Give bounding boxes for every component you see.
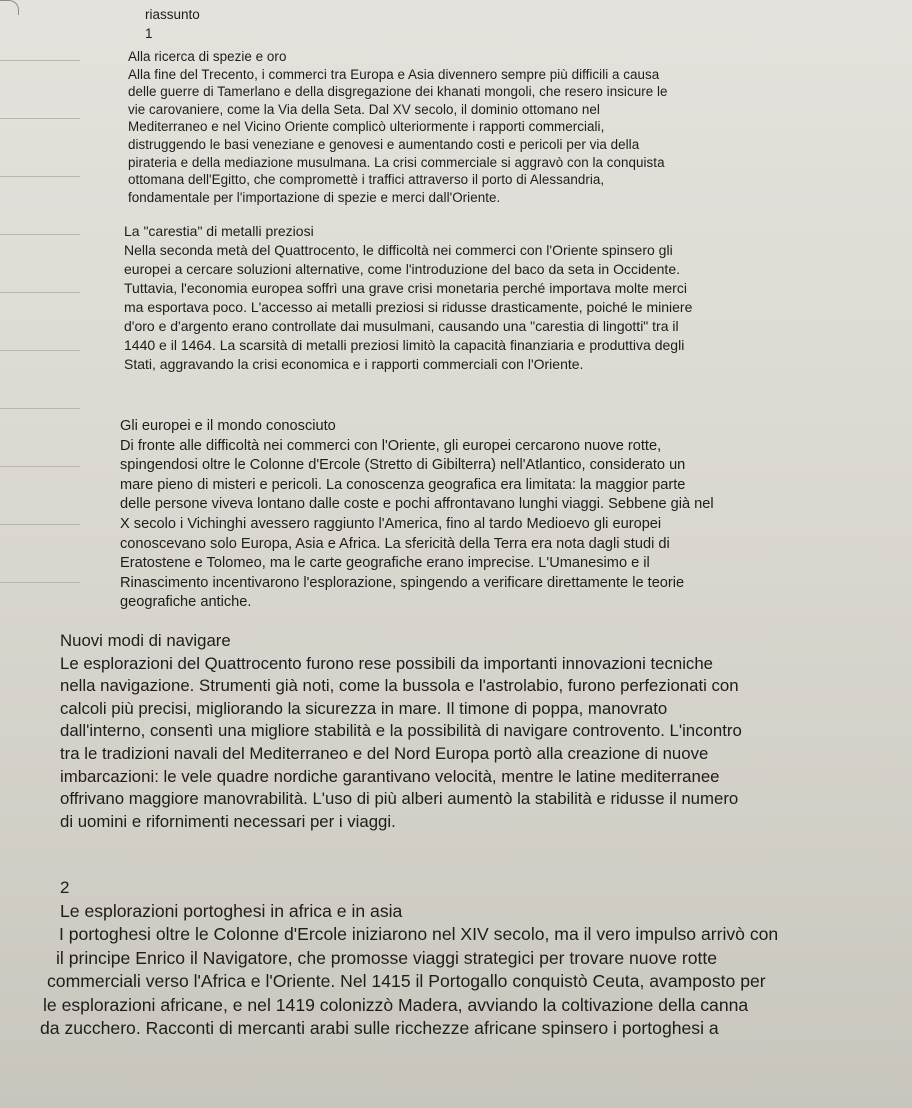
text-line: Le esplorazioni del Quattrocento furono rese possibili da importanti innovazioni tecniche	[60, 653, 713, 673]
section-number-1: 1	[145, 26, 153, 41]
text-line: Tuttavia, l'economia europea soffrì una grave crisi monetaria perché importava molte merci	[124, 280, 687, 296]
text-line: imbarcazioni: le vele quadre nordiche garantivano velocità, mentre le latine mediterranee	[60, 766, 720, 786]
ruled-line	[0, 408, 80, 409]
ruled-line	[0, 118, 80, 119]
text-line: offrivano maggiore manovrabilità. L'uso di più alberi aumentò la stabilità e ridusse il numero	[60, 789, 739, 809]
text-line: Stati, aggravando la crisi economica e i rapporti commerciali con l'Oriente.	[124, 356, 584, 372]
text-line: geografiche antiche.	[120, 594, 252, 611]
text-line: Di fronte alle difficoltà nei commerci con l'Oriente, gli europei cercarono nuove rotte,	[120, 437, 662, 454]
text-line: dall'interno, consentì una migliore stabilità e la possibilità di navigare controvento. L'incontro	[60, 721, 742, 741]
text-line: delle persone viveva lontano dalle coste e pochi affrontavano lunghi viaggi. Sebbene già nel	[120, 496, 714, 513]
ruled-line	[0, 176, 80, 177]
text-line: d'oro e d'argento erano controllate dai musulmani, causando una "carestia di lingotti" tra il	[124, 318, 679, 334]
text-line: X secolo i Vichinghi avessero raggiunto l'America, fino al tardo Medioevo gli europei	[120, 515, 662, 532]
text-line: commerciali verso l'Africa e l'Oriente. Nel 1415 il Portogallo conquistò Ceuta, avamposto per	[47, 971, 766, 992]
text-line: Mediterraneo e nel Vicino Oriente complicò ulteriormente i rapporti commerciali,	[128, 119, 605, 135]
text-line: delle guerre di Tamerlano e della disgregazione dei khanati mongoli, che resero insicure le	[128, 84, 668, 100]
section-esplorazioni-portoghesi	[40, 900, 778, 1040]
text-line: mare pieno di misteri e pericoli. La conoscenza geografica era limitata: la maggior parte	[120, 476, 686, 493]
text-line: vie carovaniere, come la Via della Seta. Dal XV secolo, il dominio ottomano nel	[128, 101, 600, 117]
text-line: distruggendo le basi veneziane e genovesi e aumentando costi e pericoli per via della	[128, 136, 640, 152]
text-line: ottomana dell'Egitto, che compromettè i traffici attraverso il porto di Alessandria,	[128, 172, 605, 188]
text-line: tra le tradizioni navali del Mediterraneo e del Nord Europa portò alla creazione di nuove	[60, 743, 709, 763]
ruled-line	[0, 582, 80, 583]
text-line: calcoli più precisi, migliorando la sicurezza in mare. Il timone di poppa, manovrato	[60, 698, 668, 718]
section-title: Nuovi modi di navigare	[60, 631, 231, 650]
text-line: 1440 e il 1464. La scarsità di metalli preziosi limitò la capacità finanziaria e produttiva degli	[124, 337, 685, 353]
section-nuovi-modi-navigare	[60, 630, 742, 833]
text-line: nella navigazione. Strumenti già noti, come la bussola e l'astrolabio, furono perfezionati con	[60, 676, 739, 696]
text-line: ma esportava poco. L'accesso ai metalli preziosi si ridusse drasticamente, poiché le miniere	[124, 299, 693, 315]
section-title: La "carestia" di metalli preziosi	[124, 223, 314, 239]
text-line: spingendosi oltre le Colonne d'Ercole (Stretto di Gibilterra) nell'Atlantico, considerato un	[120, 457, 686, 474]
section-mondo-conosciuto	[120, 417, 714, 613]
section-number-2: 2	[60, 878, 70, 897]
ruled-line	[0, 60, 80, 61]
section-title: Alla ricerca di spezie e oro	[128, 49, 287, 64]
text-line: il principe Enrico il Navigatore, che promosse viaggi strategici per trovare nuove rotte	[56, 947, 718, 968]
text-line: di uomini e rifornimenti necessari per i viaggi.	[60, 811, 396, 831]
text-line: fondamentale per l'importazione di spezie e merci dall'Oriente.	[128, 189, 501, 205]
section-title: Gli europei e il mondo conosciuto	[120, 418, 336, 434]
ruled-line	[0, 466, 80, 467]
text-line: Eratostene e Tolomeo, ma le carte geografiche erano imprecise. L'Umanesimo e il	[120, 555, 650, 572]
header-label: riassunto	[145, 7, 200, 22]
ruled-line	[0, 234, 80, 235]
section-spezie-oro	[128, 48, 668, 206]
ruled-line	[0, 292, 80, 293]
text-line: Alla fine del Trecento, i commerci tra Europa e Asia divennero sempre più difficili a causa	[128, 66, 660, 82]
text-line: Nella seconda metà del Quattrocento, le difficoltà nei commerci con l'Oriente spinsero gli	[124, 242, 673, 258]
section-title: Le esplorazioni portoghesi in africa e in asia	[60, 901, 403, 921]
ruled-line	[0, 524, 80, 525]
page-corner-mark	[0, 0, 19, 15]
text-line: I portoghesi oltre le Colonne d'Ercole iniziarono nel XIV secolo, ma il vero impulso arrivò con	[59, 924, 779, 945]
ruled-line	[0, 350, 80, 351]
text-line: pirateria e della mediazione musulmana. La crisi commerciale si aggravò con la conquista	[128, 154, 665, 170]
text-line: da zucchero. Racconti di mercanti arabi sulle ricchezze africane spinsero i portoghesi a	[40, 1018, 719, 1039]
text-line: le esplorazioni africane, e nel 1419 colonizzò Madera, avviando la coltivazione della canna	[43, 994, 749, 1015]
text-line: Rinascimento incentivarono l'esplorazione, spingendo a verificare direttamente le teorie	[120, 574, 685, 591]
text-line: europei a cercare soluzioni alternative, come l'introduzione del baco da seta in Occidente.	[124, 261, 680, 277]
text-line: conoscevano solo Europa, Asia e Africa. La sfericità della Terra era nota dagli studi di	[120, 535, 670, 552]
section-carestia-metalli	[124, 222, 692, 374]
